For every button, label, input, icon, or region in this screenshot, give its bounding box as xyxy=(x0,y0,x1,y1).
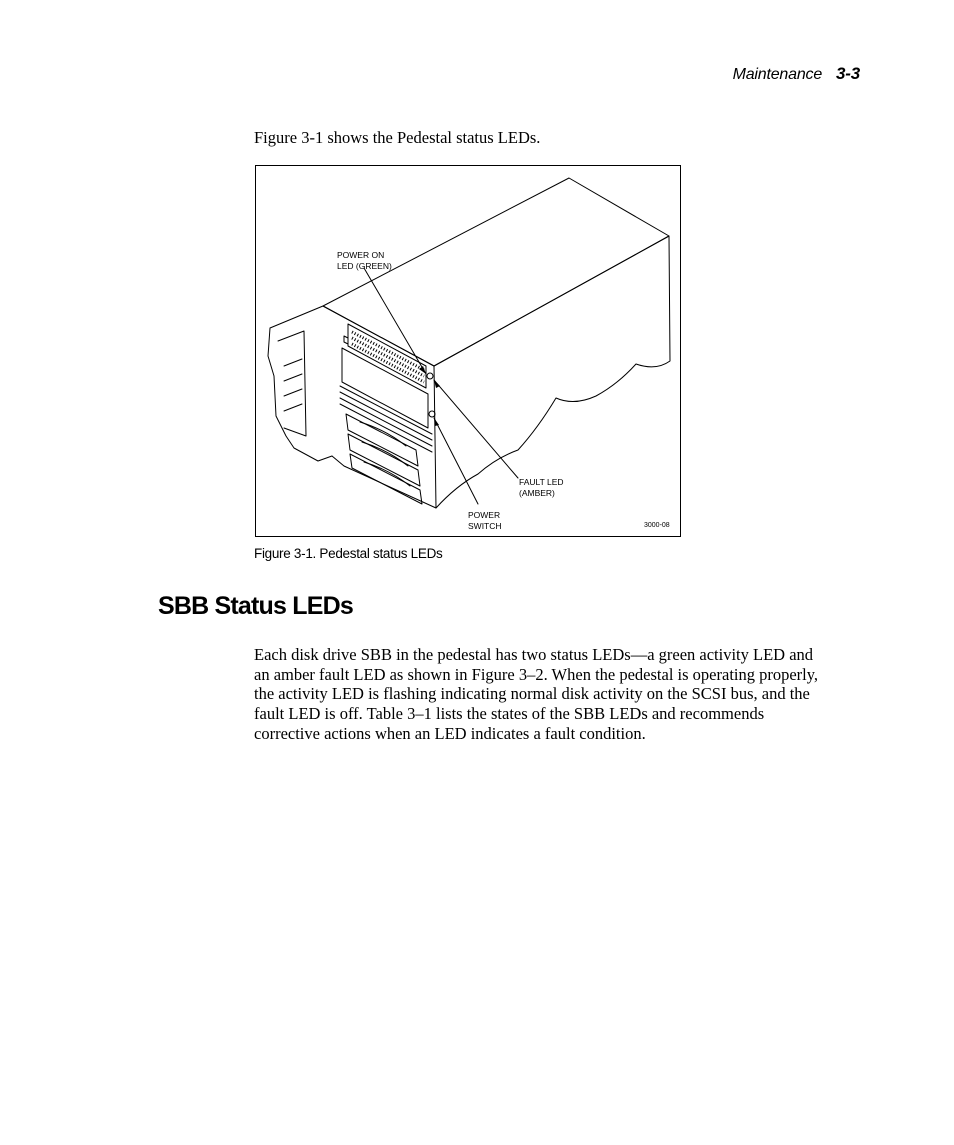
pedestal-figure xyxy=(255,165,681,537)
body-paragraph: Each disk drive SBB in the pedestal has two status LEDs—a green activity LED and an amber fault LED as shown in Figure 3–2. When the pedestal is operating properly, the activity LED is flashing indicating normal disk activity on the SCSI bus, and the fault LED is off. Table 3–1 lists the states of the SBB LEDs and recommends corrective actions when an LED indicates a fault condition. xyxy=(254,645,819,743)
fault-led-label-line2: (AMBER) xyxy=(519,488,555,498)
power-switch-label-line1: POWER xyxy=(468,510,501,520)
front-door xyxy=(268,306,332,461)
intro-paragraph: Figure 3-1 shows the Pedestal status LEDs. xyxy=(254,128,541,147)
switch-leader xyxy=(434,418,478,504)
pedestal-illustration xyxy=(256,166,680,536)
drive-bay-2 xyxy=(348,434,420,486)
figure-caption: Figure 3-1. Pedestal status LEDs xyxy=(254,546,443,561)
section-heading: SBB Status LEDs xyxy=(158,592,353,620)
cabinet-side xyxy=(434,236,670,508)
power-led-leader xyxy=(364,268,426,374)
header-section-title: Maintenance xyxy=(732,66,823,83)
fault-led-label-line1: FAULT LED xyxy=(519,477,564,487)
fault-led-leader xyxy=(434,380,518,478)
figure-id: 3000-08 xyxy=(644,522,670,529)
running-header xyxy=(733,64,860,84)
cabinet-top xyxy=(323,178,669,366)
page-number: 3-3 xyxy=(836,64,860,83)
vent-texture xyxy=(352,332,424,382)
power-led-label-line1: POWER ON xyxy=(337,250,385,260)
power-switch-label-line2: SWITCH xyxy=(468,521,502,531)
power-led-label-line2: LED (GREEN) xyxy=(337,261,392,271)
drive-bay-1 xyxy=(346,414,418,466)
